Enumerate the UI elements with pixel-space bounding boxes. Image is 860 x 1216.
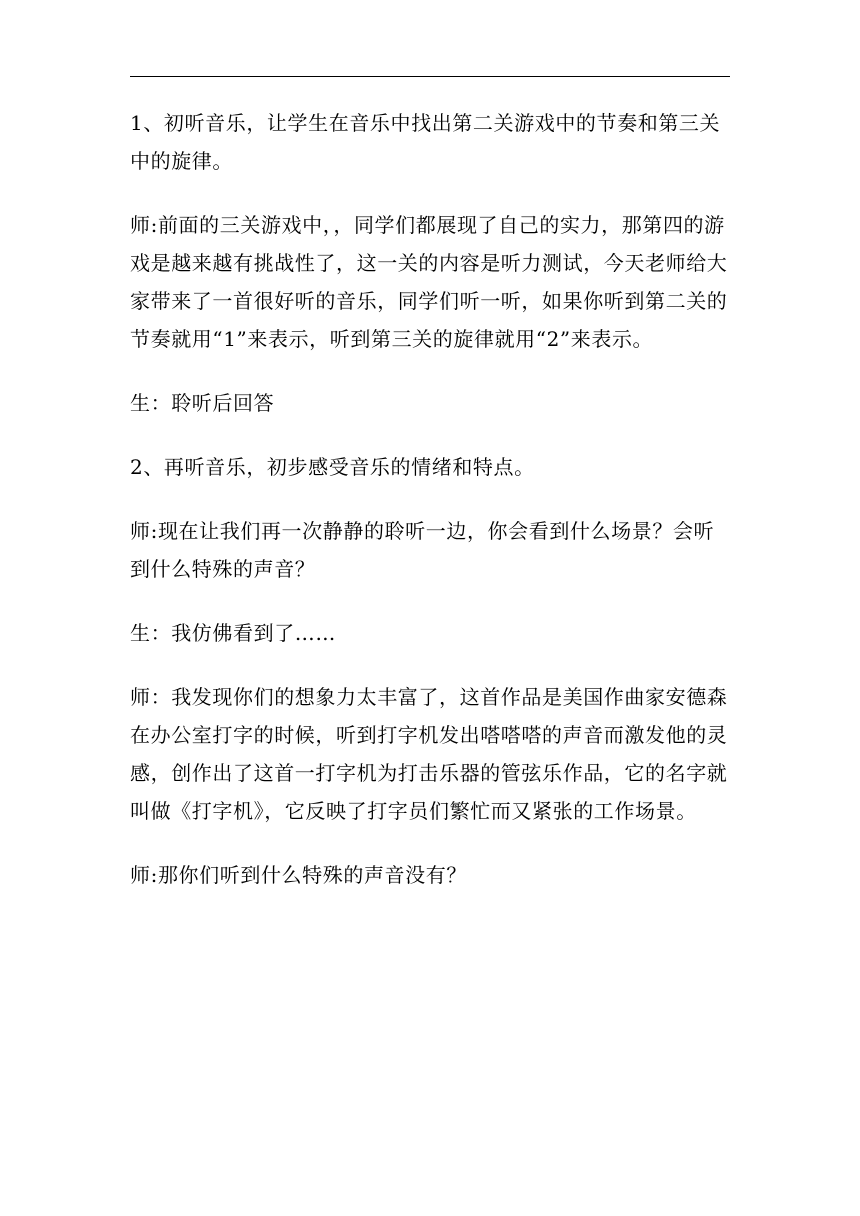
paragraph-teacher-question: 师:现在让我们再一次静静的聆听一边，你会看到什么场景？会听到什么特殊的声音？ [130,519,715,581]
paragraph-step-2: 2、再听音乐，初步感受音乐的情绪和特点。 [130,455,535,479]
document-body [130,104,730,920]
paragraph-student-answer: 生：聆听后回答 [130,391,275,415]
paragraph-teacher-explanation: 师：我发现你们的想象力太丰富了，这首作品是美国作曲家安德森在办公室打字的时候，听到打字机发出嗒嗒嗒的声音而激发他的灵感，创作出了这首一打字机为打击乐器的管弦乐作品，它的名字就叫做《打字机》，它反映了打字员们繁忙而又紧张的工作场景。 [130,685,728,823]
header-rule [130,76,730,77]
paragraph-student-response: 生：我仿佛看到了…… [130,621,336,645]
paragraph-step-1: 1、初听音乐，让学生在音乐中找出第二关游戏中的节奏和第三关中的旋律。 [130,111,721,173]
paragraph-teacher-intro: 师:前面的三关游戏中，，同学们都展现了自己的实力，那第四的游戏是越来越有挑战性了，这一关的内容是听力测试，今天老师给大家带来了一首很好听的音乐，同学们听一听，如果你听到第二关的节奏就用“1”来表示，听到第三关的旋律就用“2”来表示。 [130,213,728,351]
paragraph-teacher-followup: 师:那你们听到什么特殊的声音没有？ [130,863,467,887]
